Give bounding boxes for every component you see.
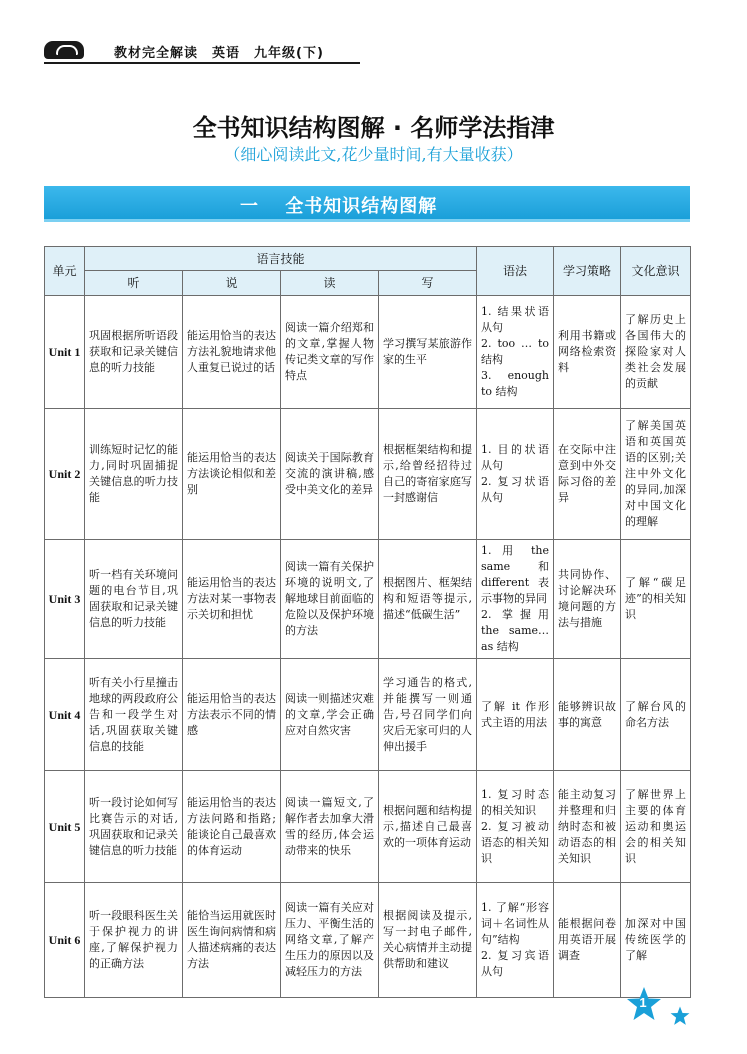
- write-cell: 根据框架结构和提示,给曾经招待过自己的寄宿家庭写一封感谢信: [379, 409, 477, 540]
- unit-cell: Unit 6: [45, 883, 85, 998]
- small-star-icon: [670, 1006, 690, 1026]
- speak-cell: 能运用恰当的表达方法礼貌地请求他人重复已说过的话: [183, 296, 281, 409]
- grammar-item: 了解 it 作形式主语的用法: [481, 699, 550, 729]
- page-number: 1: [639, 995, 647, 1010]
- unit-cell: Unit 1: [45, 296, 85, 409]
- strategy-cell: 共同协作、讨论解决环境问题的方法与措施: [554, 540, 621, 659]
- culture-cell: 了解“碳足迹”的相关知识: [621, 540, 691, 659]
- speak-cell: 能运用恰当的表达方法对某一事物表示关切和担忧: [183, 540, 281, 659]
- speak-cell: 能运用恰当的表达方法谈论相似和差别: [183, 409, 281, 540]
- grammar-item: 2. 复习宾语从句: [481, 949, 550, 978]
- read-cell: 阅读一篇有关保护环境的说明文,了解地球目前面临的危险以及保护环境的方法: [281, 540, 379, 659]
- read-cell: 阅读一篇短文,了解作者去加拿大滑雪的经历,体会运动带来的快乐: [281, 771, 379, 883]
- page-title: 全书知识结构图解 · 名师学法指津: [192, 114, 555, 142]
- speak-cell: 能运用恰当的表达方法问路和指路;能谈论自己最喜欢的体育运动: [183, 771, 281, 883]
- write-cell: 学习撰写某旅游作家的生平: [379, 296, 477, 409]
- speak-cell: 能恰当运用就医时医生询问病情和病人描述病痛的表达方法: [183, 883, 281, 998]
- grammar-cell: [477, 771, 554, 883]
- knowledge-structure-table: [44, 246, 691, 998]
- read-cell: 阅读一篇有关应对压力、平衡生活的网络文章,了解产生压力的原因以及减轻压力的方法: [281, 883, 379, 998]
- speak-cell: 能运用恰当的表达方法表示不同的情感: [183, 659, 281, 771]
- section-title: 一 全书知识结构图解: [240, 196, 438, 217]
- strategy-cell: 能根据问卷用英语开展调查: [554, 883, 621, 998]
- grammar-item: 2. 掌握用 the same…as 结构: [481, 608, 550, 653]
- header-grammar: 语法: [477, 247, 554, 296]
- culture-cell: 了解台风的命名方法: [621, 659, 691, 771]
- grammar-cell: [477, 659, 554, 771]
- unit-cell: Unit 3: [45, 540, 85, 659]
- table-row: [45, 883, 691, 998]
- write-cell: 学习通告的格式,并能撰写一则通告,号召同学们向灾后无家可归的人伸出援手: [379, 659, 477, 771]
- unit-cell: Unit 4: [45, 659, 85, 771]
- header-strategy: 学习策略: [554, 247, 621, 296]
- publisher-logo: [44, 41, 84, 59]
- strategy-cell: 在交际中注意到中外交际习俗的差异: [554, 409, 621, 540]
- page-subtitle: （细心阅读此文,花少量时间,有大量收获）: [224, 145, 523, 164]
- section-banner: [44, 186, 690, 222]
- write-cell: 根据问题和结构提示,描述自己最喜欢的一项体育运动: [379, 771, 477, 883]
- strategy-cell: 利用书籍或网络检索资料: [554, 296, 621, 409]
- listen-cell: 听有关小行星撞击地球的两段政府公告和一段学生对话,巩固获取关键信息的技能: [85, 659, 183, 771]
- read-cell: 阅读关于国际教育交流的演讲稿,感受中美文化的差异: [281, 409, 379, 540]
- grammar-item: 2. 复习状语从句: [481, 475, 550, 504]
- listen-cell: 听一档有关环境问题的电台节目,巩固获取和记录关键信息的听力技能: [85, 540, 183, 659]
- grammar-item: 1. 目的状语从句: [481, 443, 550, 472]
- listen-cell: 听一段讨论如何写比赛告示的对话,巩固获取和记录关键信息的听力技能: [85, 771, 183, 883]
- strategy-cell: 能够辨识故事的寓意: [554, 659, 621, 771]
- unit-cell: Unit 2: [45, 409, 85, 540]
- header-text: 教材完全解读 英语 九年级(下): [114, 46, 324, 61]
- write-cell: 根据图片、框架结构和短语等提示,描述“低碳生活”: [379, 540, 477, 659]
- grammar-cell: [477, 540, 554, 659]
- read-cell: 阅读一篇介绍郑和的文章,掌握人物传记类文章的写作特点: [281, 296, 379, 409]
- write-cell: 根据阅读及提示,写一封电子邮件,关心病情并主动提供帮助和建议: [379, 883, 477, 998]
- culture-cell: 了解世界上主要的体育运动和奥运会的相关知识: [621, 771, 691, 883]
- header-read: 读: [281, 271, 379, 296]
- grammar-item: 1. 结果状语从句: [481, 305, 550, 334]
- culture-cell: 了解美国英语和英国英语的区别;关注中外文化的异同,加深对中国文化的理解: [621, 409, 691, 540]
- read-cell: 阅读一则描述灾难的文章,学会正确应对自然灾害: [281, 659, 379, 771]
- strategy-cell: 能主动复习并整理和归纳时态和被动语态的相关知识: [554, 771, 621, 883]
- header-unit: 单元: [45, 247, 85, 296]
- grammar-cell: [477, 883, 554, 998]
- table-row: [45, 540, 691, 659]
- grammar-item: 2. 复习被动语态的相关知识: [481, 819, 550, 865]
- page-number-badge: [626, 986, 666, 1026]
- listen-cell: 训练短时记忆的能力,同时巩固捕捉关键信息的听力技能: [85, 409, 183, 540]
- culture-cell: 加深对中国传统医学的了解: [621, 883, 691, 998]
- header-listen: 听: [85, 271, 183, 296]
- grammar-item: 1. 了解“形容词＋名词性从句”结构: [481, 901, 550, 946]
- grammar-cell: [477, 409, 554, 540]
- grammar-cell: [477, 296, 554, 409]
- header-culture: 文化意识: [621, 247, 691, 296]
- table-row: [45, 409, 691, 540]
- listen-cell: 听一段眼科医生关于保护视力的讲座,了解保护视力的正确方法: [85, 883, 183, 998]
- header-skills: 语言技能: [85, 247, 477, 271]
- header-write: 写: [379, 271, 477, 296]
- listen-cell: 巩固根据所听语段获取和记录关键信息的听力技能: [85, 296, 183, 409]
- running-header: [44, 40, 360, 64]
- grammar-item: 1. 用 the same 和 different 表示事物的异同: [481, 544, 550, 605]
- unit-cell: Unit 5: [45, 771, 85, 883]
- grammar-item: 1. 复习时态的相关知识: [481, 787, 550, 817]
- table-row: [45, 296, 691, 409]
- table-row: [45, 659, 691, 771]
- grammar-item: 2. too … to 结构: [481, 337, 550, 366]
- header-speak: 说: [183, 271, 281, 296]
- grammar-item: 3. enough to 结构: [481, 369, 550, 398]
- culture-cell: 了解历史上各国伟大的探险家对人类社会发展的贡献: [621, 296, 691, 409]
- table-row: [45, 771, 691, 883]
